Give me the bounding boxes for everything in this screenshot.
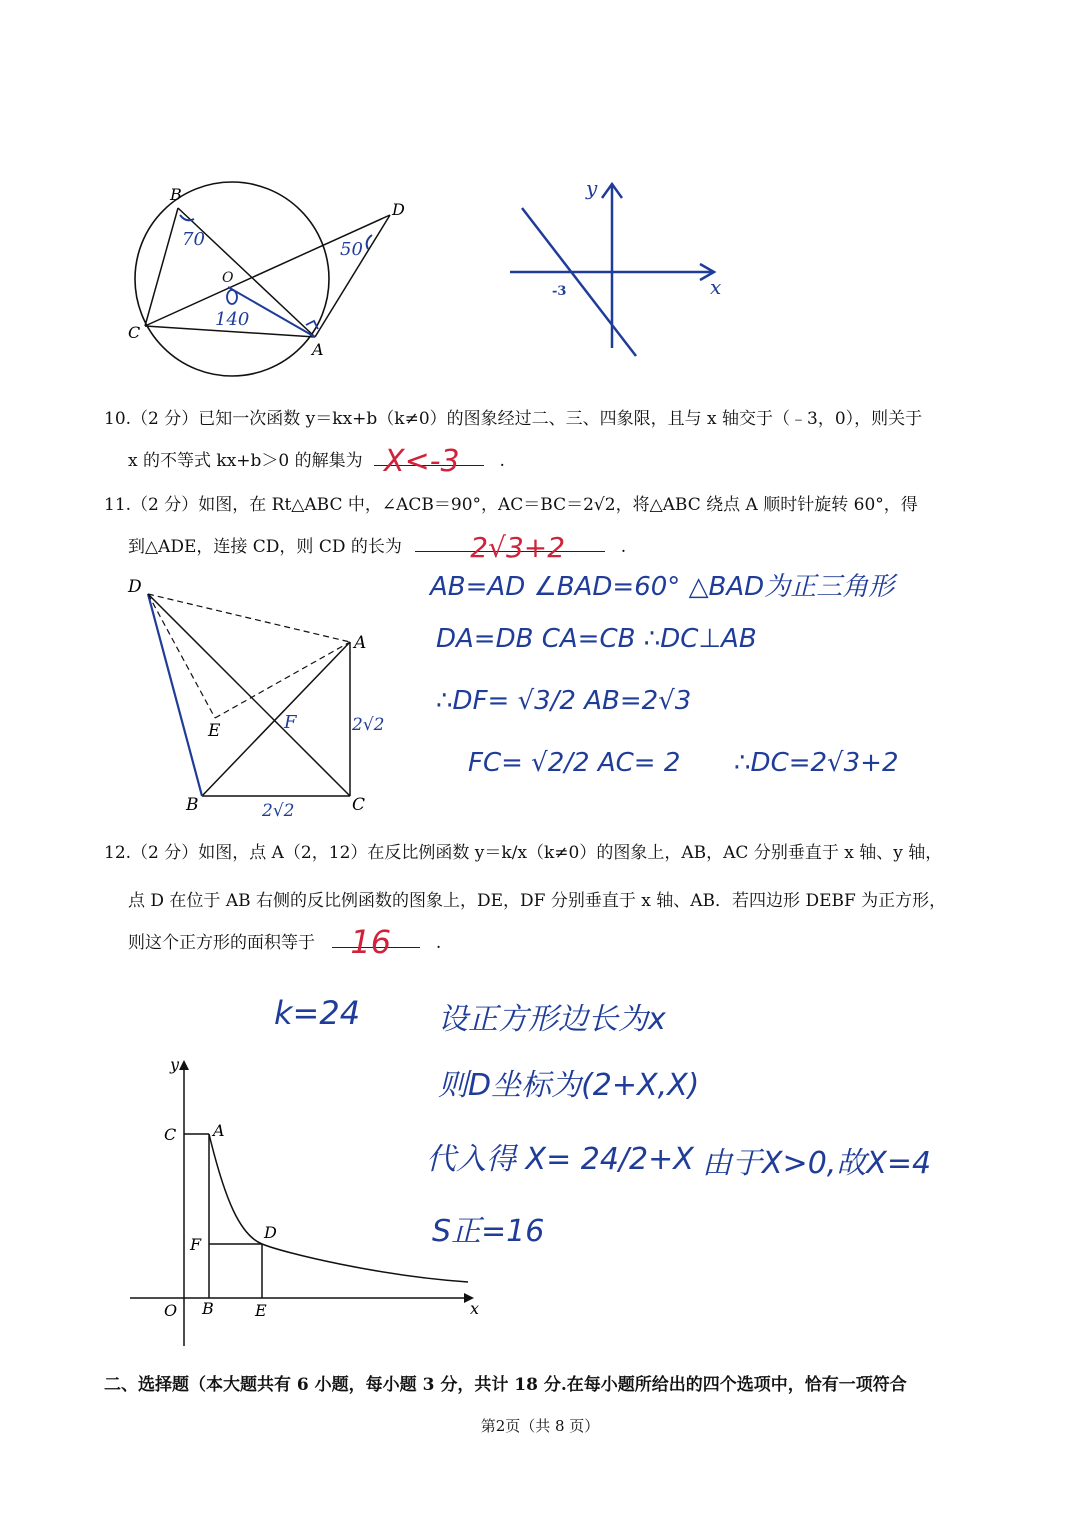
q10-line2 (128, 444, 505, 479)
label-f: F (284, 712, 297, 733)
side-bc-note: 2√2 (262, 801, 295, 820)
label-d: D (392, 200, 405, 219)
tick-minus-3: -3 (552, 284, 567, 299)
q12-figure (120, 1050, 500, 1350)
q11-work-line1: AB=AD ∠BAD=60° △BAD为正三角形 (430, 572, 895, 602)
label-o: O (222, 270, 234, 286)
label-b: B (170, 185, 182, 204)
q11-work-line4: FC= √2/2 AC= 2 (468, 748, 681, 778)
q11-answer: 2√3+2 (470, 531, 566, 564)
q10-line1: 10.（2 分）已知一次函数 y＝kx+b（k≠0）的图象经过二、三、四象限，且与 x 轴交于（﹣3，0），则关于 (104, 409, 923, 429)
q12-line3-prefix: 则这个正方形的面积等于 (128, 933, 315, 953)
q11-work-line2: DA=DB CA=CB ∴DC⊥AB (436, 624, 757, 654)
axis-x-label: x (710, 275, 722, 299)
label-y: y (170, 1055, 180, 1074)
q10-answer: X<-3 (384, 444, 460, 479)
side-ac-note: 2√2 (352, 715, 385, 735)
label-c: C (352, 795, 366, 815)
label-o: O (164, 1301, 178, 1320)
q12-line1: 12.（2 分）如图，点 A（2，12）在反比例函数 y＝k/x（k≠0）的图象上，AB，AC 分别垂直于 x 轴、y 轴， (104, 843, 943, 863)
axes-sketch (500, 170, 740, 360)
label-b: B (202, 1299, 214, 1318)
note-140: 140 (215, 309, 250, 330)
hyperbola-curve (209, 1134, 468, 1282)
note-70: 70 (182, 229, 205, 250)
label-e: E (208, 721, 221, 741)
section-heading: 二、选择题（本大题共有 6 小题，每小题 3 分，共计 18 分.在每小题所给出的四个选项中，恰有一项符合 (104, 1375, 907, 1395)
label-a: A (213, 1121, 225, 1140)
note-50: 50 (340, 239, 363, 260)
q12-answer: 16 (350, 923, 392, 961)
q10-answer-blank (374, 444, 484, 479)
label-a: A (312, 340, 324, 359)
label-c: C (128, 323, 141, 342)
q12-work-line5: S正=16 (432, 1214, 545, 1249)
circle-figure (110, 175, 430, 395)
q12-work-line1: 设正方形边长为x (438, 1002, 666, 1037)
label-d: D (264, 1223, 277, 1242)
label-f: F (190, 1235, 202, 1254)
label-a: A (354, 633, 367, 653)
q10-period: . (499, 451, 505, 471)
axis-y-label: y (586, 176, 598, 200)
q11-line2-prefix: 到△ADE，连接 CD，则 CD 的长为 (128, 537, 402, 557)
label-b: B (186, 795, 199, 815)
q11-line1: 11.（2 分）如图，在 Rt△ABC 中，∠ACB＝90°，AC＝BC＝2√2，将△ABC 绕点 A 顺时针旋转 60°，得 (104, 495, 918, 515)
q12-work-k: k=24 (274, 994, 361, 1032)
q12-work-line2: 则D坐标为(2+X,X) (438, 1068, 700, 1103)
q11-work-line5: ∴DC=2√3+2 (734, 748, 899, 778)
q11-line2 (128, 531, 627, 564)
label-x: x (470, 1299, 480, 1318)
label-d: D (128, 577, 142, 597)
q11-figure (120, 570, 390, 820)
q12-line2: 点 D 在位于 AB 右侧的反比例函数的图象上，DE，DF 分别垂直于 x 轴、AB．若四边形 DEBF 为正方形， (128, 891, 947, 911)
q12-period: . (435, 933, 442, 953)
q12-work-line3: 代入得 X= 24/2+X (426, 1142, 694, 1177)
q12-answer-blank (332, 923, 420, 961)
q11-period: . (620, 537, 627, 557)
page-footer: 第2页（共 8 页） (480, 1417, 600, 1435)
q10-line2-prefix: x 的不等式 kx+b＞0 的解集为 (128, 451, 363, 471)
q11-work-line3: ∴DF= √3/2 AB=2√3 (436, 686, 692, 716)
q12-work-line4: 由于X>0,故X=4 (702, 1146, 932, 1181)
q12-line3 (128, 923, 442, 961)
q11-answer-blank (415, 531, 605, 564)
label-c: C (164, 1125, 177, 1144)
label-e: E (255, 1301, 267, 1320)
